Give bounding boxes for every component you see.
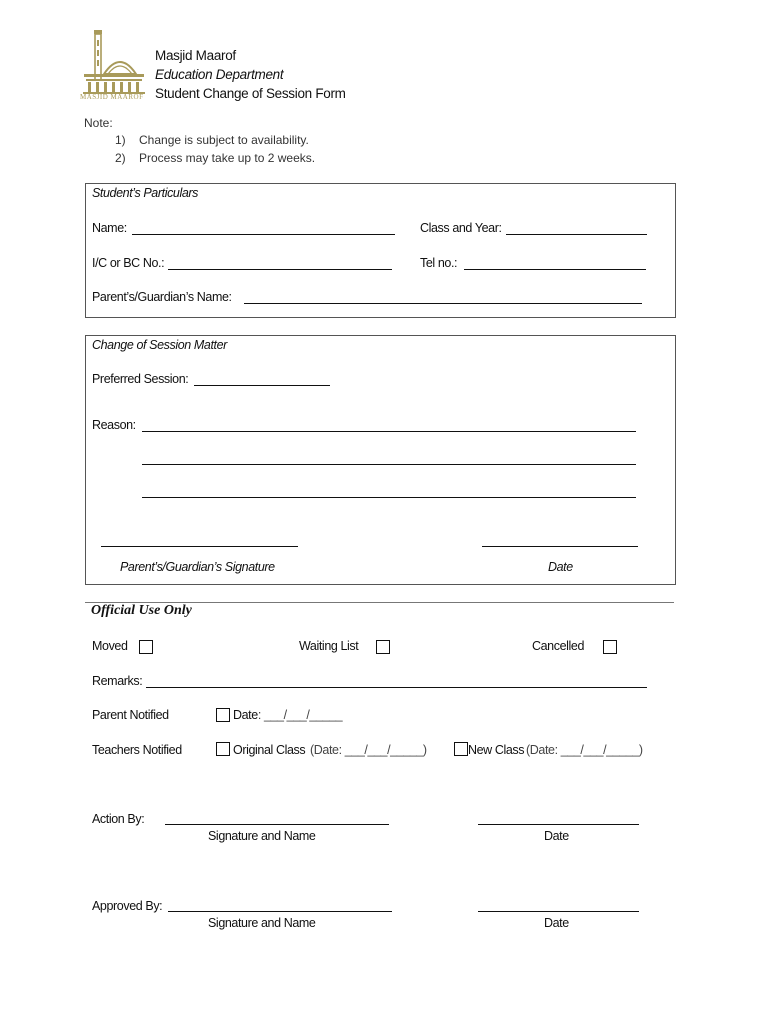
- approved-by-signature-caption: Signature and Name: [208, 916, 316, 930]
- reason-line-2[interactable]: [142, 464, 636, 465]
- change-session-title: Change of Session Matter: [92, 338, 227, 352]
- note-number-1: 1): [115, 133, 126, 147]
- cancelled-checkbox[interactable]: [603, 640, 617, 654]
- note-heading: Note:: [84, 116, 113, 130]
- action-by-date-line[interactable]: [478, 824, 639, 825]
- logo-caption: MASJID MAAROF: [80, 93, 144, 101]
- remarks-label: Remarks:: [92, 674, 143, 688]
- waiting-list-checkbox[interactable]: [376, 640, 390, 654]
- parent-notified-label: Parent Notified: [92, 708, 169, 722]
- approved-by-label: Approved By:: [92, 899, 163, 913]
- waiting-list-label: Waiting List: [299, 639, 359, 653]
- parent-notified-date-label: [233, 708, 342, 722]
- masjid-logo: [80, 30, 148, 102]
- students-particulars-title: Student’s Particulars: [92, 186, 199, 200]
- reason-line-1[interactable]: [142, 431, 636, 432]
- action-by-label: Action By:: [92, 812, 145, 826]
- original-class-date[interactable]: (Date: ___/___/_____): [310, 743, 427, 757]
- remarks-field[interactable]: [146, 687, 647, 688]
- note-item-2: Process may take up to 2 weeks.: [139, 151, 316, 165]
- department-name: Education Department: [155, 67, 284, 82]
- guardian-date-line[interactable]: [482, 546, 638, 547]
- preferred-session-field[interactable]: [194, 385, 330, 386]
- note-number-2: 2): [115, 151, 126, 165]
- reason-line-3[interactable]: [142, 497, 636, 498]
- teachers-notified-label: Teachers Notified: [92, 743, 182, 757]
- action-by-date-caption: Date: [544, 829, 569, 843]
- form-title: Student Change of Session Form: [155, 86, 346, 101]
- original-class-label: Original Class: [233, 743, 306, 757]
- ic-bc-label: I/C or BC No.:: [92, 256, 165, 270]
- moved-label: Moved: [92, 639, 128, 653]
- org-name: Masjid Maarof: [155, 48, 236, 63]
- approved-by-date-line[interactable]: [478, 911, 639, 912]
- action-by-signature-caption: Signature and Name: [208, 829, 316, 843]
- original-class-checkbox[interactable]: [216, 742, 230, 756]
- new-class-date[interactable]: (Date: ___/___/_____): [526, 743, 643, 757]
- name-label: Name:: [92, 221, 127, 235]
- official-use-title: Official Use Only: [91, 603, 192, 618]
- guardian-name-label: Parent’s/Guardian’s Name:: [92, 290, 232, 304]
- tel-field[interactable]: [464, 269, 646, 270]
- cancelled-label: Cancelled: [532, 639, 584, 653]
- parent-notified-checkbox[interactable]: [216, 708, 230, 722]
- guardian-signature-caption: Parent’s/Guardian’s Signature: [120, 560, 275, 574]
- moved-checkbox[interactable]: [139, 640, 153, 654]
- name-field[interactable]: [132, 234, 395, 235]
- mosque-logo-icon: [80, 30, 148, 102]
- ic-bc-field[interactable]: [168, 269, 392, 270]
- new-class-checkbox[interactable]: [454, 742, 468, 756]
- class-year-label: Class and Year:: [420, 221, 502, 235]
- class-year-field[interactable]: [506, 234, 647, 235]
- parent-notified-date-field[interactable]: : ___/___/_____: [257, 708, 343, 722]
- date-label: Date: [233, 708, 258, 722]
- approved-by-date-caption: Date: [544, 916, 569, 930]
- tel-label: Tel no.:: [420, 256, 458, 270]
- guardian-name-field[interactable]: [244, 303, 642, 304]
- guardian-date-caption: Date: [548, 560, 573, 574]
- reason-label: Reason:: [92, 418, 136, 432]
- note-item-1: Change is subject to availability.: [139, 133, 309, 147]
- new-class-label: New Class: [468, 743, 525, 757]
- approved-by-signature-line[interactable]: [168, 911, 392, 912]
- action-by-signature-line[interactable]: [165, 824, 389, 825]
- preferred-session-label: Preferred Session:: [92, 372, 189, 386]
- guardian-signature-line[interactable]: [101, 546, 298, 547]
